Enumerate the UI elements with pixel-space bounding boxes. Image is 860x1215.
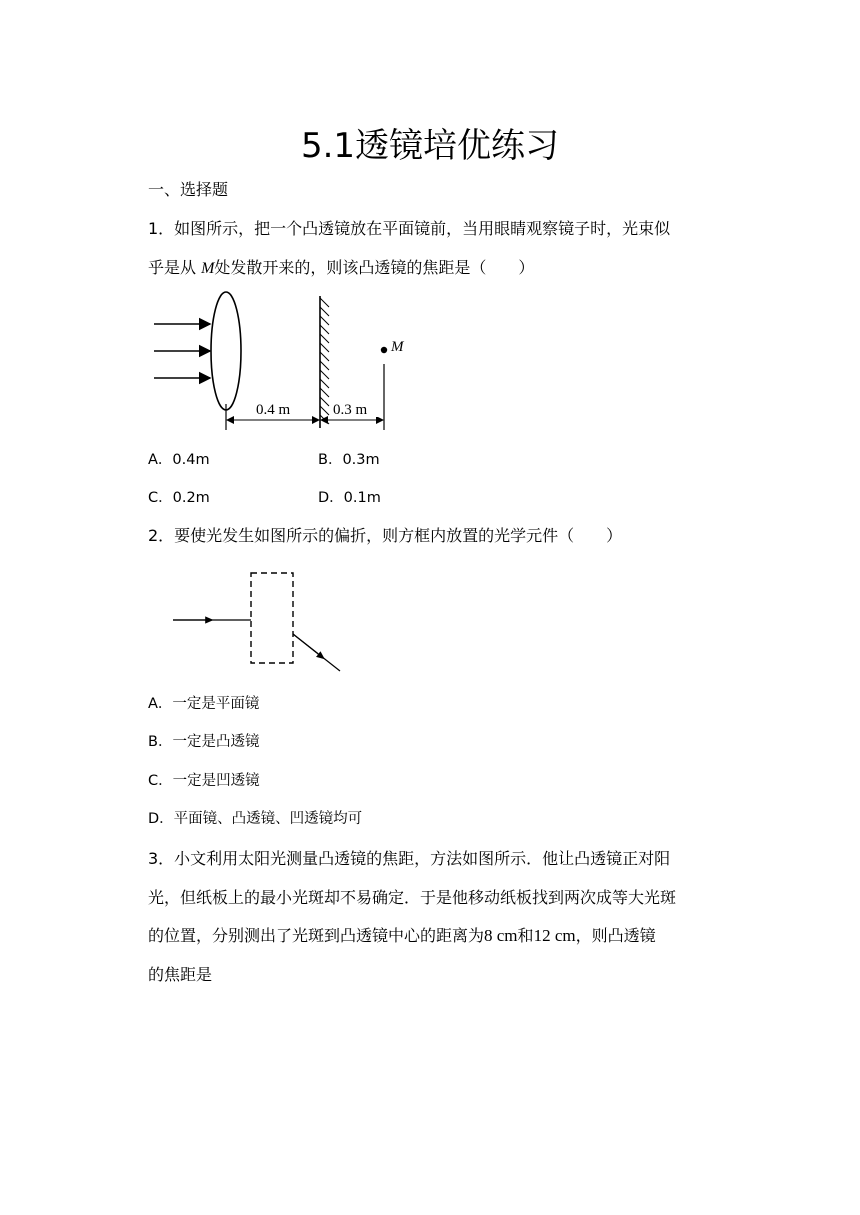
q3-value-2: 12 cm (533, 926, 576, 945)
q3-line-3-mid: 和 (517, 926, 534, 945)
q3-line-3-pre: 的位置，分别测出了光斑到凸透镜中心的距离为 (148, 926, 485, 945)
q1-line-2-pre: 乎是从 (148, 258, 202, 277)
q3-line-3-post: ，则凸透镜 (575, 926, 656, 945)
q1-variable-m: M (201, 260, 215, 277)
q1-figure (148, 290, 408, 440)
q1-dist-label-2: 0.3 m (333, 402, 368, 418)
q1-line-1: 1．如图所示，把一个凸透镜放在平面镜前，当用眼睛观察镜子时，光束似 (148, 219, 671, 238)
q2-dashed-box (251, 573, 293, 663)
q2-line-1: 2．要使光发生如图所示的偏折，则方框内放置的光学元件（ ） (148, 526, 623, 545)
q2-option-c[interactable]: C．一定是凹透镜 (148, 773, 260, 789)
q2-figure (170, 568, 350, 678)
q1-point-m-label: M (391, 339, 404, 355)
q3-line-1: 3．小文利用太阳光测量凸透镜的焦距，方法如图所示．他让凸透镜正对阳 (148, 849, 671, 868)
q3-line-3 (148, 925, 656, 947)
q1-option-c[interactable]: C．0.2m (148, 490, 210, 506)
q2-option-a[interactable]: A．一定是平面镜 (148, 696, 260, 712)
q1-dist-label-1: 0.4 m (256, 402, 291, 418)
q1-option-d[interactable]: D．0.1m (318, 490, 381, 506)
q2-option-d[interactable]: D．平面镜、凸透镜、凹透镜均可 (148, 811, 363, 827)
q3-line-4: 的焦距是 (148, 965, 213, 984)
q3-value-1: 8 cm (484, 926, 518, 945)
q2-option-b[interactable]: B．一定是凸透镜 (148, 734, 260, 750)
section-heading: 一、选择题 (148, 180, 229, 199)
page-title: 5.1透镜培优练习 (300, 126, 560, 166)
q1-line-2 (148, 257, 534, 280)
q1-option-b[interactable]: B．0.3m (318, 452, 380, 468)
q1-mirror-hatching (320, 298, 329, 424)
q1-option-a[interactable]: A．0.4m (148, 452, 210, 468)
q3-line-2: 光，但纸板上的最小光斑却不易确定．于是他移动纸板找到两次成等大光斑 (148, 888, 677, 907)
q1-line-2-post: 处发散开来的，则该凸透镜的焦距是（ ） (214, 258, 535, 277)
q1-convex-lens (211, 292, 241, 410)
q1-point-m (381, 347, 387, 353)
